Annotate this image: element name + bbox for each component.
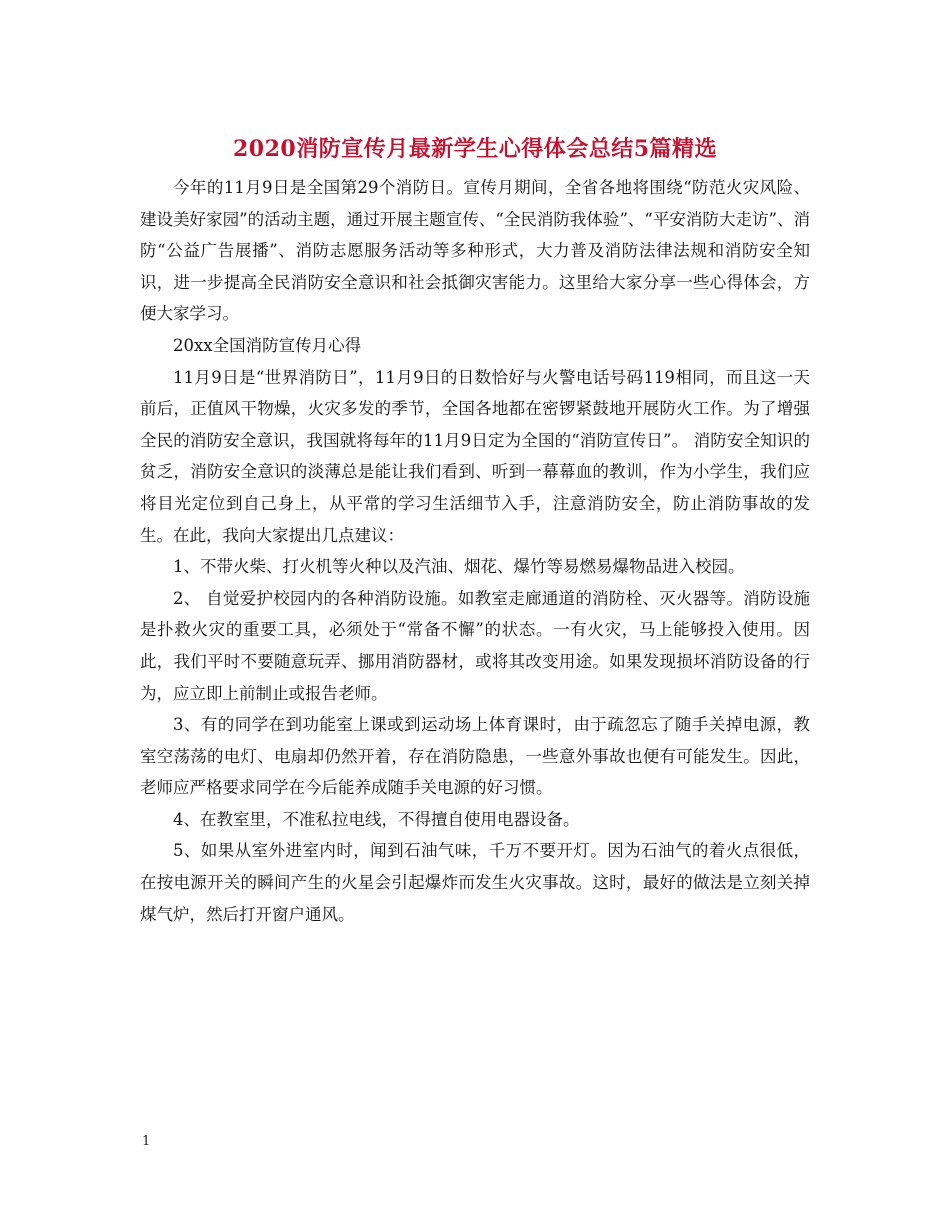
paragraph-suggestion-1: 1、不带火柴、打火机等火种以及汽油、烟花、爆竹等易燃易爆物品进入校园。 <box>173 557 745 577</box>
page-number: 1 <box>142 1134 151 1149</box>
paragraph-suggestion-2: 2、 自觉爱护校园内的各种消防设施。如教室走廊通道的消防栓、灭火器等。消防设施是扑救火灾的重要工具，必须处于“常备不懈”的状态。一有火灾，马上能够投入使用。因此，我们平时不要随意玩弄、挪用消防器材，或将其改变用途。如果发现损坏消防设备的行为，应立即上前制止或报告老师。 <box>140 588 810 703</box>
paragraph-suggestion-3: 3、有的同学在到功能室上课或到运动场上体育课时，由于疏忽忘了随手关掉电源，教室空荡荡的电灯、电扇却仍然开着，存在消防隐患，一些意外事故也便有可能发生。因此，老师应严格要求同学在今后能养成随手关电源的好习惯。 <box>140 715 810 798</box>
document-title: 2020消防宣传月最新学生心得体会总结5篇精选 <box>232 136 718 162</box>
paragraph-suggestion-5: 5、如果从室外进室内时，闻到石油气味，千万不要开灯。因为石油气的着火点很低，在按电源开关的瞬间产生的火星会引起爆炸而发生火灾事故。这时，最好的做法是立刻关掉煤气炉，然后打开窗户通风。 <box>140 841 810 924</box>
paragraph-suggestion-4: 4、在教室里，不准私拉电线，不得擅自使用电器设备。 <box>173 809 580 829</box>
paragraph-fire-day: 11月9日是“世界消防日”，11月9日的日数恰好与火警电话号码119相同，而且这一天前后，正值风干物燥，火灾多发的季节，全国各地都在密锣紧鼓地开展防火工作。为了增强全民的消防安全意识，我国就将每年的11月9日定为全国的“消防宣传日”。 消防安全知识的贫乏，消防安全意识的淡薄总是能让我们看到、听到一幕幕血的教训，作为小学生，我们应将目光定位到自己身上，从平常的学习生活细节入手，注意消防安全，防止消防事故的发生。在此，我向大家提出几点建议： <box>140 367 810 545</box>
paragraph-intro: 今年的11月9日是全国第29个消防日。宣传月期间，全省各地将围绕“防范火灾风险、建设美好家园”的活动主题，通过开展主题宣传、“全民消防我体验”、“平安消防大走访”、消防“公益广告展播”、消防志愿服务活动等多种形式，大力普及消防法律法规和消防安全知识，进一步提高全民消防安全意识和社会抵御灾害能力。这里给大家分享一些心得体会，方便大家学习。 <box>140 178 810 324</box>
document-body <box>140 172 810 930</box>
paragraph-subheading: 20xx全国消防宣传月心得 <box>173 335 362 355</box>
